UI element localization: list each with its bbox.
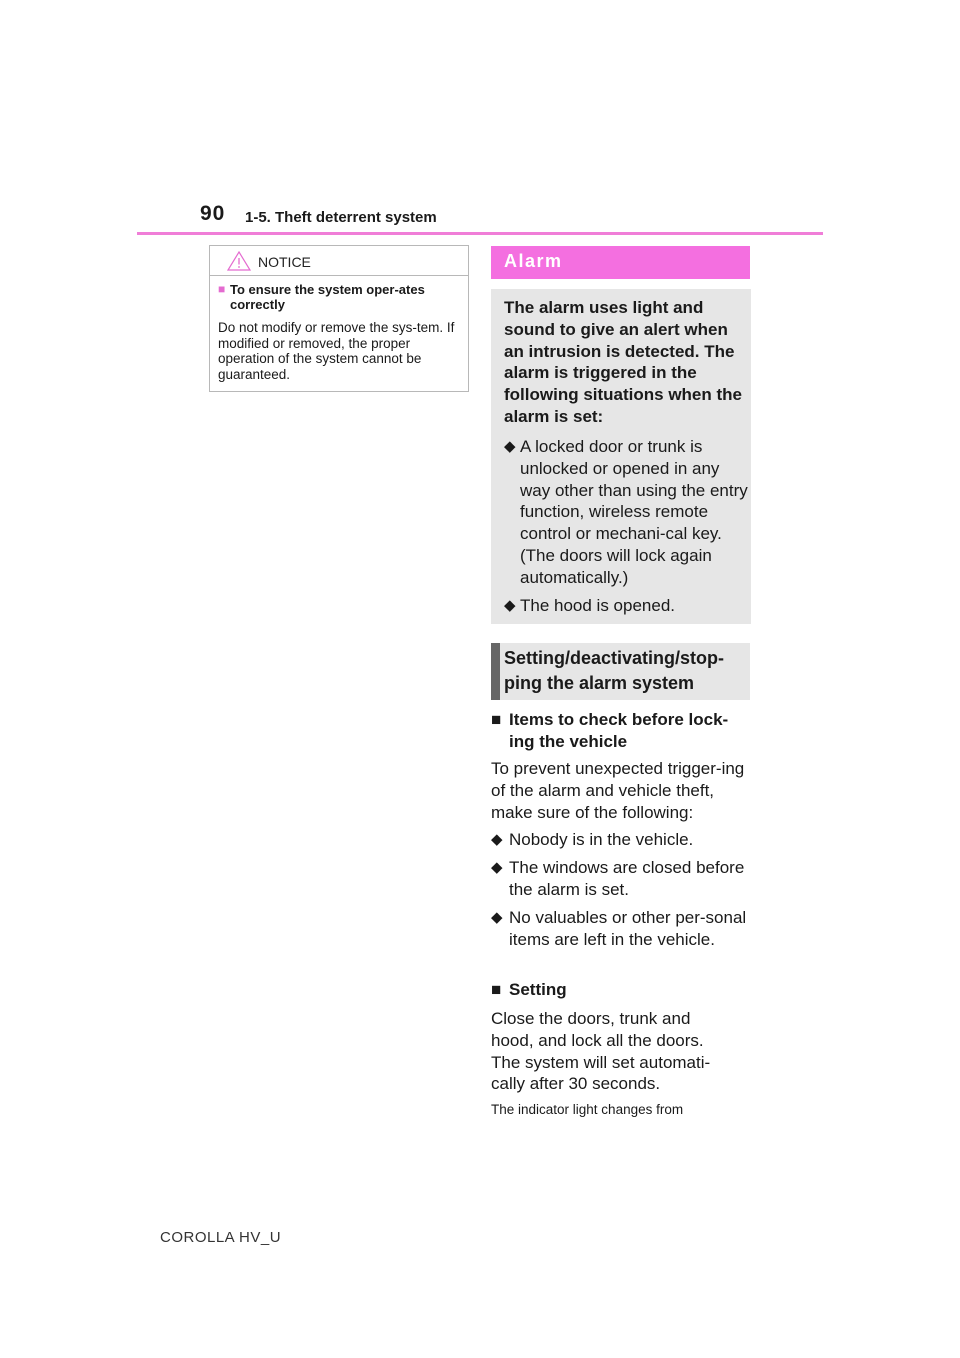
alarm-intro: The alarm uses light and sound to give an alert when an intrusion is detected. The alarm is triggered in the following situations when the alarm is set:: [504, 298, 742, 426]
diamond-bullet-icon: ◆: [491, 831, 503, 848]
square-bullet-icon: ■: [218, 282, 226, 296]
alarm-heading-text: Alarm: [504, 251, 563, 271]
list-item: [491, 829, 751, 851]
setting-subsection-heading: [491, 643, 750, 700]
notice-label: NOTICE: [258, 254, 311, 270]
setting-heading-text: Setting/deactivating/stop-ping the alarm system: [504, 648, 725, 693]
list-item: [491, 907, 751, 951]
alarm-info-box: [491, 289, 751, 624]
setting-heading-label: Setting: [509, 980, 567, 999]
diamond-bullet-icon: ◆: [504, 438, 516, 455]
setting-text: Close the doors, trunk and hood, and lock all the doors. The system will set automati-cally after 30 seconds.: [491, 1009, 711, 1094]
diamond-bullet-icon: ◆: [504, 597, 516, 614]
diamond-bullet-icon: ◆: [491, 859, 503, 876]
list-item: [504, 595, 749, 617]
header-rule: [137, 232, 823, 235]
list-item-text: No valuables or other per-sonal items are left in the vehicle.: [509, 908, 747, 949]
list-item: [504, 436, 749, 589]
items-intro: To prevent unexpected trigger-ing of the alarm and vehicle theft, make sure of the following:: [491, 759, 745, 822]
page-number: 90: [200, 202, 226, 225]
items-heading: [491, 709, 749, 753]
warning-triangle-icon: [227, 251, 251, 271]
notice-subheading: [218, 282, 460, 312]
list-item-text: The hood is opened.: [520, 596, 676, 615]
notice-subheading-text: To ensure the system oper-ates correctly: [230, 282, 425, 312]
notice-header: [210, 246, 468, 276]
notice-text: Do not modify or remove the sys-tem. If modified or removed, the proper operation of the system cannot be guaranteed.: [218, 320, 455, 382]
square-bullet-icon: ■: [491, 980, 502, 999]
list-item-text: Nobody is in the vehicle.: [509, 830, 694, 849]
diamond-bullet-icon: ◆: [491, 909, 503, 926]
section-title: 1-5. Theft deterrent system: [245, 209, 437, 226]
items-heading-text: Items to check before lock-ing the vehicle: [509, 710, 729, 751]
alarm-heading: [491, 246, 750, 279]
footer-model: COROLLA HV_U: [160, 1229, 282, 1246]
notice-box: [209, 245, 469, 392]
list-item-text: A locked door or trunk is unlocked or opened in any way other than using the entry function, wireless remote control or mechani-cal key. (The doors will lock again automatically.): [520, 437, 748, 587]
list-item-text: The windows are closed before the alarm is set.: [509, 858, 745, 899]
square-bullet-icon: ■: [491, 710, 502, 729]
setting-heading: [491, 979, 749, 1001]
list-item: [491, 857, 751, 901]
indicator-note: The indicator light changes from: [491, 1102, 684, 1117]
